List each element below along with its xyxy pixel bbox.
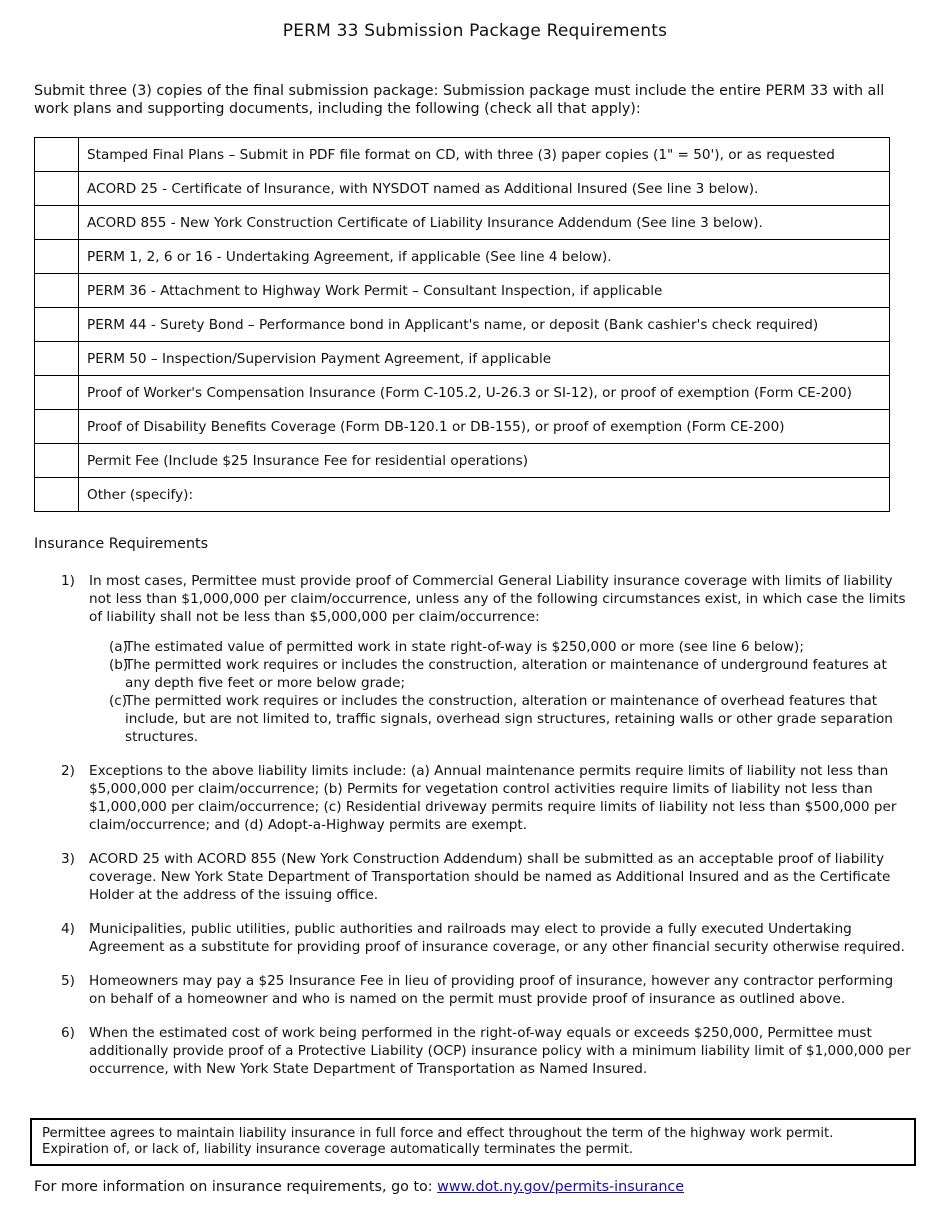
checkbox-cell[interactable] [35, 240, 78, 273]
checklist-item-label: PERM 50 – Inspection/Supervision Payment Agreement, if applicable [79, 342, 890, 376]
checklist-item-label: Permit Fee (Include $25 Insurance Fee for residential operations) [79, 444, 890, 478]
checklist-item-label: PERM 1, 2, 6 or 16 - Undertaking Agreement, if applicable (See line 4 below). [79, 240, 890, 274]
requirement-number: 6) [61, 1025, 75, 1041]
checklist-checkbox[interactable] [35, 444, 79, 478]
checklist-checkbox[interactable] [35, 274, 79, 308]
checkbox-cell[interactable] [35, 172, 78, 205]
checklist-checkbox[interactable] [35, 342, 79, 376]
checkbox-cell[interactable] [35, 274, 78, 307]
insurance-info-link[interactable]: www.dot.ny.gov/permits-insurance [437, 1179, 685, 1195]
checklist-row [35, 444, 890, 478]
notice-line-1: Permittee agrees to maintain liability insurance in full force and effect throughout the term of the highway work permit. [42, 1126, 834, 1141]
footer [34, 1179, 684, 1195]
subitem-letter: (a) [109, 639, 128, 655]
footer-text: For more information on insurance requirements, go to: [34, 1179, 438, 1195]
notice-line-2: Expiration of, or lack of, liability insurance coverage automatically terminates the permit. [42, 1142, 634, 1157]
requirement-subitem [89, 638, 911, 656]
checkbox-cell[interactable] [35, 342, 78, 375]
page-title: PERM 33 Submission Package Requirements [282, 21, 668, 41]
requirement-number: 5) [61, 973, 75, 989]
checklist-checkbox[interactable] [35, 308, 79, 342]
checklist-item-label: PERM 36 - Attachment to Highway Work Permit – Consultant Inspection, if applicable [79, 274, 890, 308]
requirement-number: 3) [61, 851, 75, 867]
checkbox-cell[interactable] [35, 308, 78, 341]
requirement-text: Exceptions to the above liability limits include: (a) Annual maintenance permits require limits of liability not less than $5,000,000 per claim/occurrence; (b) Permits for vegetation control activities require limits of liability not less than $1,000,000 per claim/occurrence; (c) Residential driveway permits require limits of liability not less than $500,000 per claim/occurrence; and (d) Adopt-a-Highway permits are exempt. [89, 763, 897, 833]
checklist-item-label: Stamped Final Plans – Submit in PDF file format on CD, with three (3) paper copies (1" = 50'), or as requested [79, 138, 890, 172]
checkbox-cell[interactable] [35, 410, 78, 443]
requirement-text: When the estimated cost of work being performed in the right-of-way equals or exceeds $250,000, Permittee must additionally provide proof of a Protective Liability (OCP) insurance policy with a minimum liability limit of $1,000,000 per occurrence, with New York State Department of Transportation as Named Insured. [89, 1025, 911, 1077]
checklist-checkbox[interactable] [35, 410, 79, 444]
checklist-checkbox[interactable] [35, 138, 79, 172]
requirement-item [61, 850, 911, 904]
checklist-row [35, 308, 890, 342]
subitem-text: The estimated value of permitted work in state right-of-way is $250,000 or more (see line 6 below); [125, 639, 804, 655]
subitem-text: The permitted work requires or includes the construction, alteration or maintenance of overhead features that include, but are not limited to, traffic signals, overhead sign structures, retaining walls or other grade separation structures. [125, 693, 893, 745]
requirement-number: 4) [61, 921, 75, 937]
checkbox-cell[interactable] [35, 206, 78, 239]
requirement-text: Homeowners may pay a $25 Insurance Fee in lieu of providing proof of insurance, however any contractor performing on behalf of a homeowner and who is named on the permit must provide proof of insurance as outlined above. [89, 973, 894, 1007]
requirement-sublist [89, 638, 911, 746]
requirement-number: 2) [61, 763, 75, 779]
requirement-item [61, 762, 911, 834]
checklist-row [35, 342, 890, 376]
checkbox-cell[interactable] [35, 376, 78, 409]
checklist-checkbox[interactable] [35, 240, 79, 274]
insurance-notice-box [30, 1118, 916, 1166]
checklist-row [35, 376, 890, 410]
checklist-checkbox[interactable] [35, 206, 79, 240]
subitem-text: The permitted work requires or includes the construction, alteration or maintenance of underground features at any depth five feet or more below grade; [125, 657, 887, 691]
checklist-row [35, 478, 890, 512]
requirement-item [61, 572, 911, 746]
requirement-subitem [89, 692, 911, 746]
checklist-item-label: Proof of Worker's Compensation Insurance (Form C-105.2, U-26.3 or SI-12), or proof of exemption (Form CE-200) [79, 376, 890, 410]
requirement-text: In most cases, Permittee must provide proof of Commercial General Liability insurance coverage with limits of liability not less than $1,000,000 per claim/occurrence, unless any of the following circumstances exist, in which case the limits of liability shall not be less than $5,000,000 per claim/occurrence: [89, 573, 906, 625]
checklist-row [35, 172, 890, 206]
checklist-row [35, 240, 890, 274]
insurance-requirements-list [61, 572, 911, 1094]
requirement-text: Municipalities, public utilities, public authorities and railroads may elect to provide a fully executed Undertaking Agreement as a substitute for providing proof of insurance coverage, or any other financial security otherwise required. [89, 921, 905, 955]
requirement-item [61, 1024, 911, 1078]
checklist-row [35, 274, 890, 308]
checklist-checkbox[interactable] [35, 376, 79, 410]
requirement-subitem [89, 656, 911, 692]
checklist-checkbox[interactable] [35, 478, 79, 512]
checklist-item-label: ACORD 855 - New York Construction Certificate of Liability Insurance Addendum (See line 3 below). [79, 206, 890, 240]
subitem-letter: (b) [109, 657, 129, 673]
intro-paragraph: Submit three (3) copies of the final submission package: Submission package must include the entire PERM 33 with all work plans and supporting documents, including the following (check all that apply): [34, 83, 885, 117]
checklist-item-label: PERM 44 - Surety Bond – Performance bond in Applicant's name, or deposit (Bank cashier's check required) [79, 308, 890, 342]
checkbox-cell[interactable] [35, 444, 78, 477]
requirement-item [61, 972, 911, 1008]
requirement-text: ACORD 25 with ACORD 855 (New York Construction Addendum) shall be submitted as an acceptable proof of liability coverage. New York State Department of Transportation should be named as Additional Insured and as the Certificate Holder at the address of the issuing office. [89, 851, 891, 903]
checkbox-cell[interactable] [35, 138, 78, 171]
checklist-item-label: Other (specify): [79, 478, 890, 512]
checklist-item-label: ACORD 25 - Certificate of Insurance, with NYSDOT named as Additional Insured (See line 3 below). [79, 172, 890, 206]
requirement-number: 1) [61, 573, 75, 589]
submission-checklist [34, 137, 890, 512]
checklist-row [35, 138, 890, 172]
checkbox-cell[interactable] [35, 478, 78, 511]
subitem-letter: (c) [109, 693, 128, 709]
requirement-item [61, 920, 911, 956]
checklist-item-label: Proof of Disability Benefits Coverage (Form DB-120.1 or DB-155), or proof of exemption (Form CE-200) [79, 410, 890, 444]
checklist-checkbox[interactable] [35, 172, 79, 206]
checklist-row [35, 206, 890, 240]
insurance-requirements-heading: Insurance Requirements [34, 536, 209, 552]
checklist-row [35, 410, 890, 444]
